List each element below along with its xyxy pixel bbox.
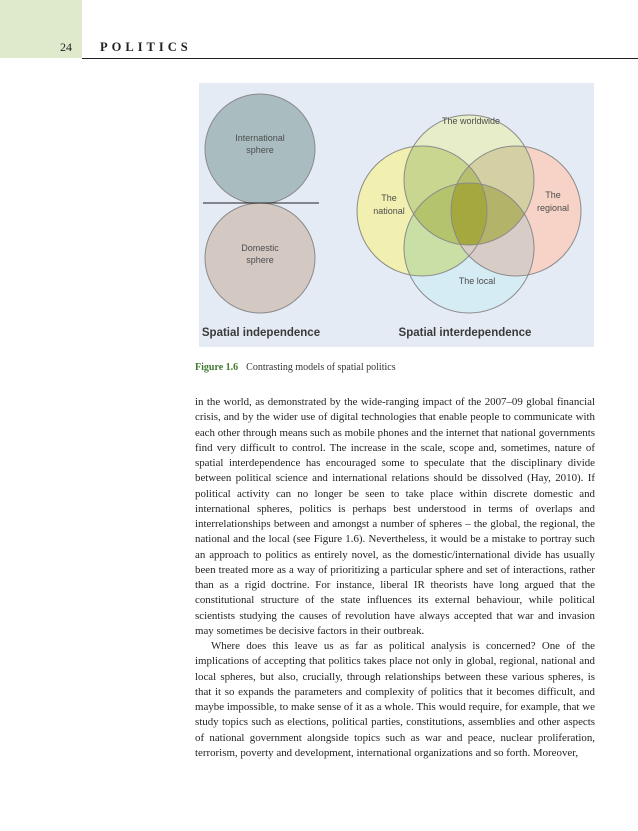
- national-label-line1: The: [381, 193, 397, 203]
- figure-caption-label: Figure 1.6: [195, 362, 239, 373]
- regional-label-line2: regional: [536, 203, 570, 213]
- local-label: The local: [458, 276, 496, 286]
- domestic-label-line2: sphere: [246, 255, 274, 265]
- international-label-line1: International: [235, 133, 285, 143]
- paragraph-2: Where does this leave us as far as political analysis is concerned? One of the implications of accepting that politics takes place not only in global, regional, national and local spheres, but also, crucially, through relationships between these various spheres, is that it so expands the parameters and complexity of politics that it becomes difficult, and maybe impossible, to make sense of it as a whole. This would require, for example, that we study topics such as elections, political parties, constitutions, assemblies and other aspects of national government alongside topics such as war and peace, nuclear proliferation, terrorism, poverty and development, international organizations and so forth. Moreover,: [195, 640, 595, 759]
- paragraph-1: in the world, as demonstrated by the wide-ranging impact of the 2007–09 global financial crisis, and by the wider use of digital technologies that enable people to communicate with each other through means such as mobile phones and the internet that national governments find very difficult to control. The increase in the scale, scope and, sometimes, nature of spatial interdependence has encouraged some to speculate that the disciplinary divide between political science and international relations should be dissolved (Hay, 2010). If political activity can no longer be seen to take place within discrete domestic and international spheres, politics is perhaps best understood in terms of overlaps and interrelationships between and amongst a number of spheres – the global, the regional, the national and the local (see Figure 1.6). Nevertheless, it would be a mistake to portray such an approach to politics as entirely novel, as the domestic/international divide has usually been treated more as a way of prioritizing a particular sphere and set of interactions, rather than as a rigid doctrine. For instance, liberal IR theorists have long argued that the constitutional structure of the state influences its external behaviour, while political scientists studying the causes of revolution have always accepted that war and invasion may sometimes be decisive factors in their outbreak.: [195, 396, 595, 637]
- running-title: POLITICS: [100, 40, 192, 54]
- regional-label-line1: The: [545, 190, 561, 200]
- spatial-interdependence-label: Spatial interdependence: [398, 327, 532, 339]
- figure-caption-text: Contrasting models of spatial politics: [246, 362, 396, 373]
- body-text: [195, 395, 595, 761]
- page-number: 24: [60, 40, 72, 54]
- header-rule: [82, 58, 638, 59]
- spatial-independence-label: Spatial independence: [201, 327, 321, 339]
- international-label-line2: sphere: [246, 145, 274, 155]
- figure-spatial-models: [199, 83, 594, 347]
- worldwide-label: The worldwide: [441, 116, 501, 126]
- figure-caption: [195, 362, 396, 373]
- domestic-label-line1: Domestic: [241, 243, 279, 253]
- national-label-line2: national: [373, 206, 405, 216]
